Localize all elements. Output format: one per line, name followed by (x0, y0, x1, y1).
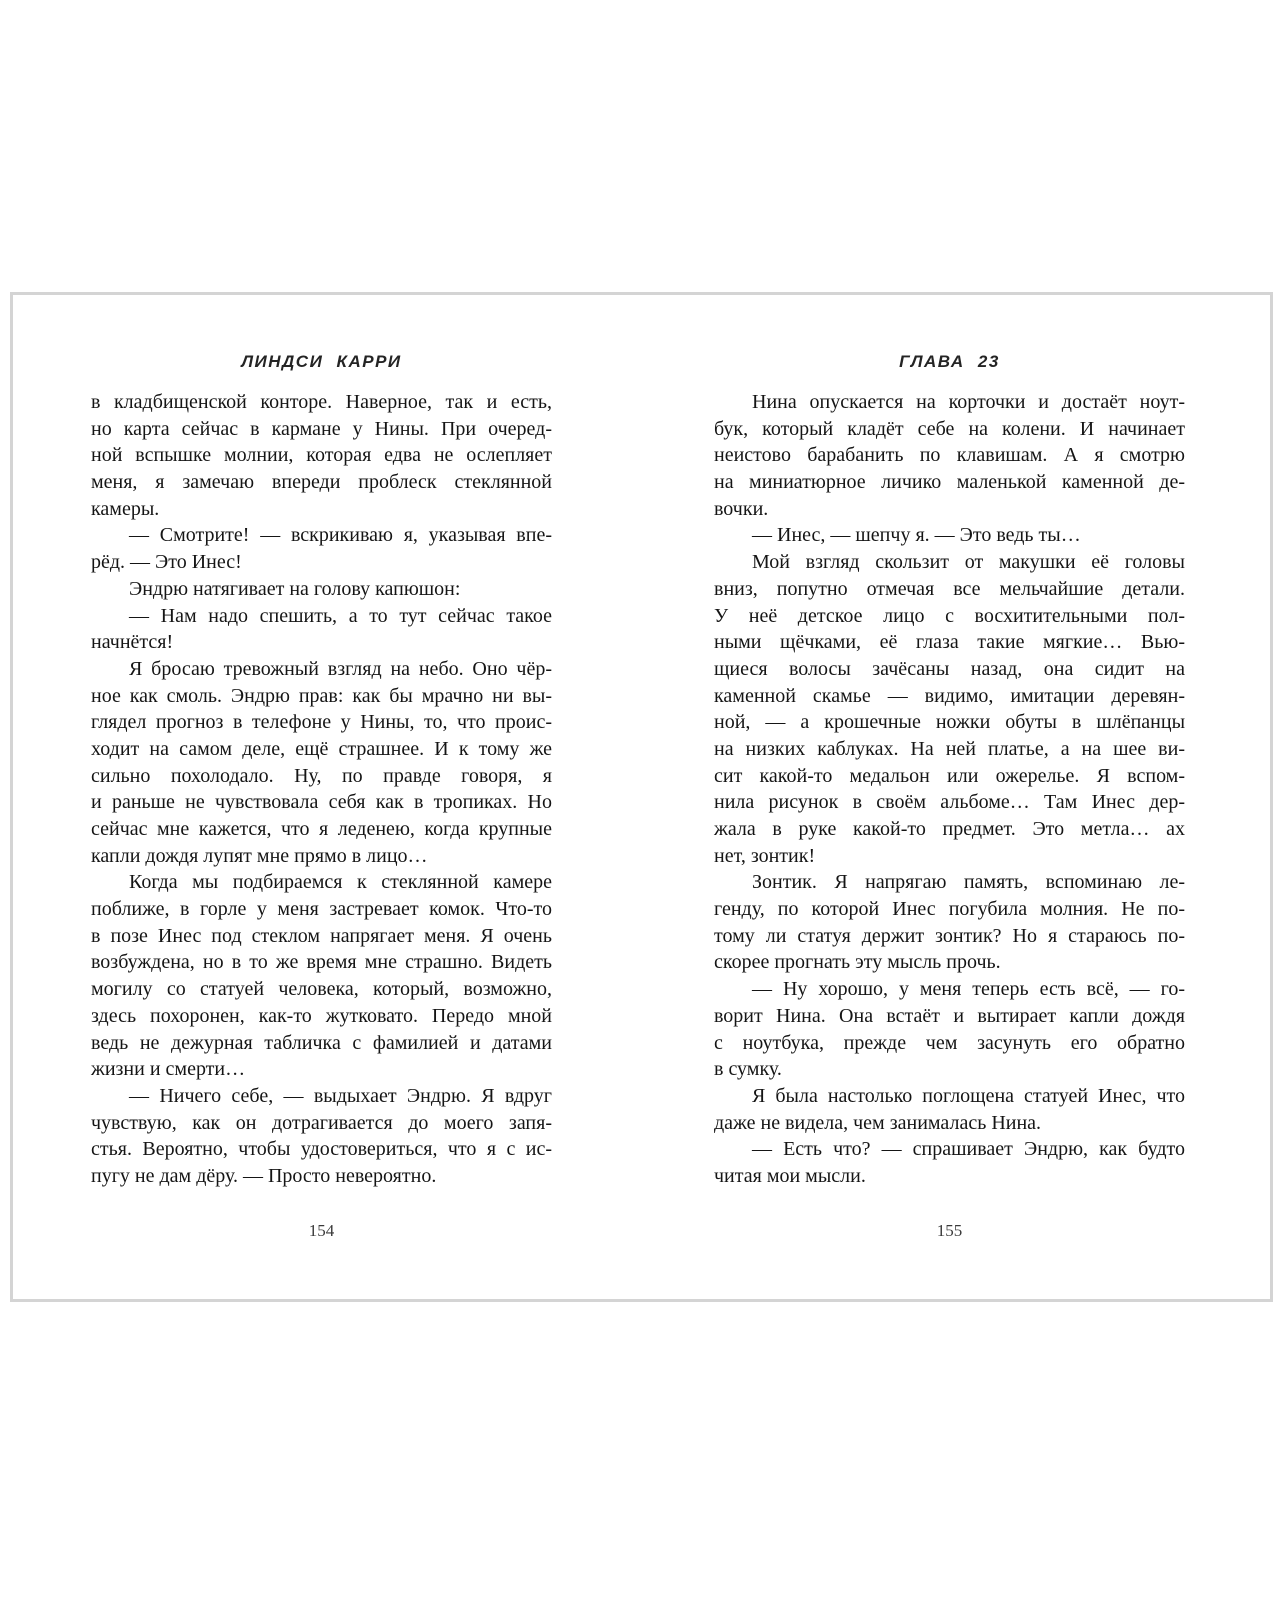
text-line: — Ничего себе, — выдыхает Эндрю. Я вдруг (129, 1084, 552, 1107)
text-line: ной, — а крошечные ножки обуты в шлёпанцы (714, 711, 1185, 734)
text-line: вниз, попутно отмечая все мельчайшие детали. (714, 577, 1185, 600)
text-line: в позе Инес под стеклом напрягает меня. Я очень (91, 924, 552, 947)
text-line: ное как смоль. Эндрю прав: как бы мрачно ни вы- (91, 684, 552, 707)
text-line: У неё детское лицо с восхитительными пол- (714, 604, 1185, 627)
text-line: скорее прогнать эту мысль прочь. (714, 951, 1001, 974)
text-line: Я бросаю тревожный взгляд на небо. Оно чёр- (129, 657, 552, 680)
text-line: щиеся волосы зачёсаны назад, она сидит на (714, 657, 1185, 680)
text-line: камеры. (91, 497, 160, 520)
running-header-chapter: ГЛАВА 23 (899, 352, 1000, 371)
text-line: сильно похолодало. Ну, по правде говоря, я (91, 764, 552, 787)
text-line: глядел прогноз в телефоне у Нины, то, что проис- (91, 711, 552, 734)
text-line: — Есть что? — спрашивает Эндрю, как будто (752, 1138, 1185, 1161)
text-line: меня, я замечаю впереди проблеск стеклянной (91, 471, 552, 494)
text-line: читая мои мысли. (714, 1164, 866, 1187)
text-line: даже не видела, чем занималась Нина. (714, 1111, 1042, 1134)
text-line: сейчас мне кажется, что я леденею, когда крупные (91, 818, 552, 840)
right-page-text-block (714, 389, 1185, 1190)
text-line: бук, который кладёт себе на колени. И начинает (714, 417, 1185, 440)
text-line: с ноутбука, прежде чем засунуть его обратно (714, 1031, 1185, 1054)
text-line: тому ли статуя держит зонтик? Но я стараюсь по- (714, 924, 1185, 947)
text-line: ворит Нина. Она встаёт и вытирает капли дождя (714, 1004, 1185, 1027)
text-line: и раньше не чувствовала себя как в тропиках. Но (91, 791, 552, 814)
text-line: ведь не дежурная табличка с фамилией и датами (91, 1031, 552, 1054)
text-line: — Инес, — шепчу я. — Это ведь ты… (752, 524, 1081, 547)
text-line: ной вспышке молнии, которая едва не ослепляет (91, 444, 552, 467)
text-line: Эндрю натягивает на голову капюшон: (129, 577, 461, 600)
text-line: каменной скамье — видимо, имитации деревян- (714, 684, 1185, 707)
text-line: — Ну хорошо, у меня теперь есть всё, — го- (752, 978, 1185, 1001)
page-number-left: 154 (308, 1221, 335, 1240)
running-header-author: ЛИНДСИ КАРРИ (241, 352, 402, 371)
text-line: вочки. (714, 497, 769, 520)
text-line: в сумку. (714, 1058, 782, 1081)
text-line: жала в руке какой-то предмет. Это метла… ах (714, 818, 1185, 840)
text-line: здесь похоронен, как-то жутковато. Передо мной (91, 1004, 552, 1027)
text-line: сит какой-то медальон или ожерелье. Я вспом- (714, 764, 1185, 787)
text-line: но карта сейчас в кармане у Нины. При очеред- (91, 417, 552, 440)
text-line: поближе, в горле у меня застревает комок. Что-то (91, 898, 552, 921)
left-page-text-block (91, 389, 552, 1190)
text-line: рёд. — Это Инес! (91, 551, 242, 574)
text-line: на миниатюрное личико маленькой каменной де- (714, 471, 1185, 494)
page-number-right: 155 (936, 1221, 963, 1240)
text-line: нет, зонтик! (714, 844, 816, 867)
text-line: Мой взгляд скользит от макушки её головы (752, 551, 1185, 574)
text-line: начнётся! (91, 631, 174, 654)
text-line: пугу не дам дёру. — Просто невероятно. (91, 1164, 437, 1187)
text-line: Я была настолько поглощена статуей Инес, что (752, 1084, 1185, 1107)
text-line: Когда мы подбираемся к стеклянной камере (129, 871, 552, 894)
text-line: на низких каблуках. На ней платье, а на шее ви- (714, 737, 1185, 760)
text-line: капли дождя лупят мне прямо в лицо… (91, 844, 428, 867)
text-line: ходит на самом деле, ещё страшнее. И к тому же (91, 737, 552, 760)
text-line: могилу со статуей человека, который, возможно, (91, 978, 552, 1001)
text-line: жизни и смерти… (91, 1058, 246, 1081)
text-line: нила рисунок в своём альбоме… Там Инес дер- (714, 791, 1185, 814)
text-line: — Смотрите! — вскрикиваю я, указывая впе- (129, 524, 552, 547)
text-line: в кладбищенской конторе. Наверное, так и есть, (91, 391, 552, 413)
text-line: — Нам надо спешить, а то тут сейчас такое (129, 604, 552, 627)
text-line: ными щёчками, её глаза такие мягкие… Вью- (714, 631, 1185, 654)
text-line: чувствую, как он дотрагивается до моего запя- (91, 1111, 552, 1134)
text-line: неистово барабанить по клавишам. А я смотрю (714, 444, 1185, 467)
text-line: Нина опускается на корточки и достаёт ноут- (752, 391, 1185, 413)
text-line: генду, по которой Инес погубила молния. Не по- (714, 898, 1185, 921)
text-line: Зонтик. Я напрягаю память, вспоминаю ле- (752, 871, 1185, 894)
text-line: стья. Вероятно, чтобы удостовериться, что я с ис- (91, 1138, 552, 1161)
text-line: возбуждена, но в то же время мне страшно. Видеть (91, 951, 552, 974)
